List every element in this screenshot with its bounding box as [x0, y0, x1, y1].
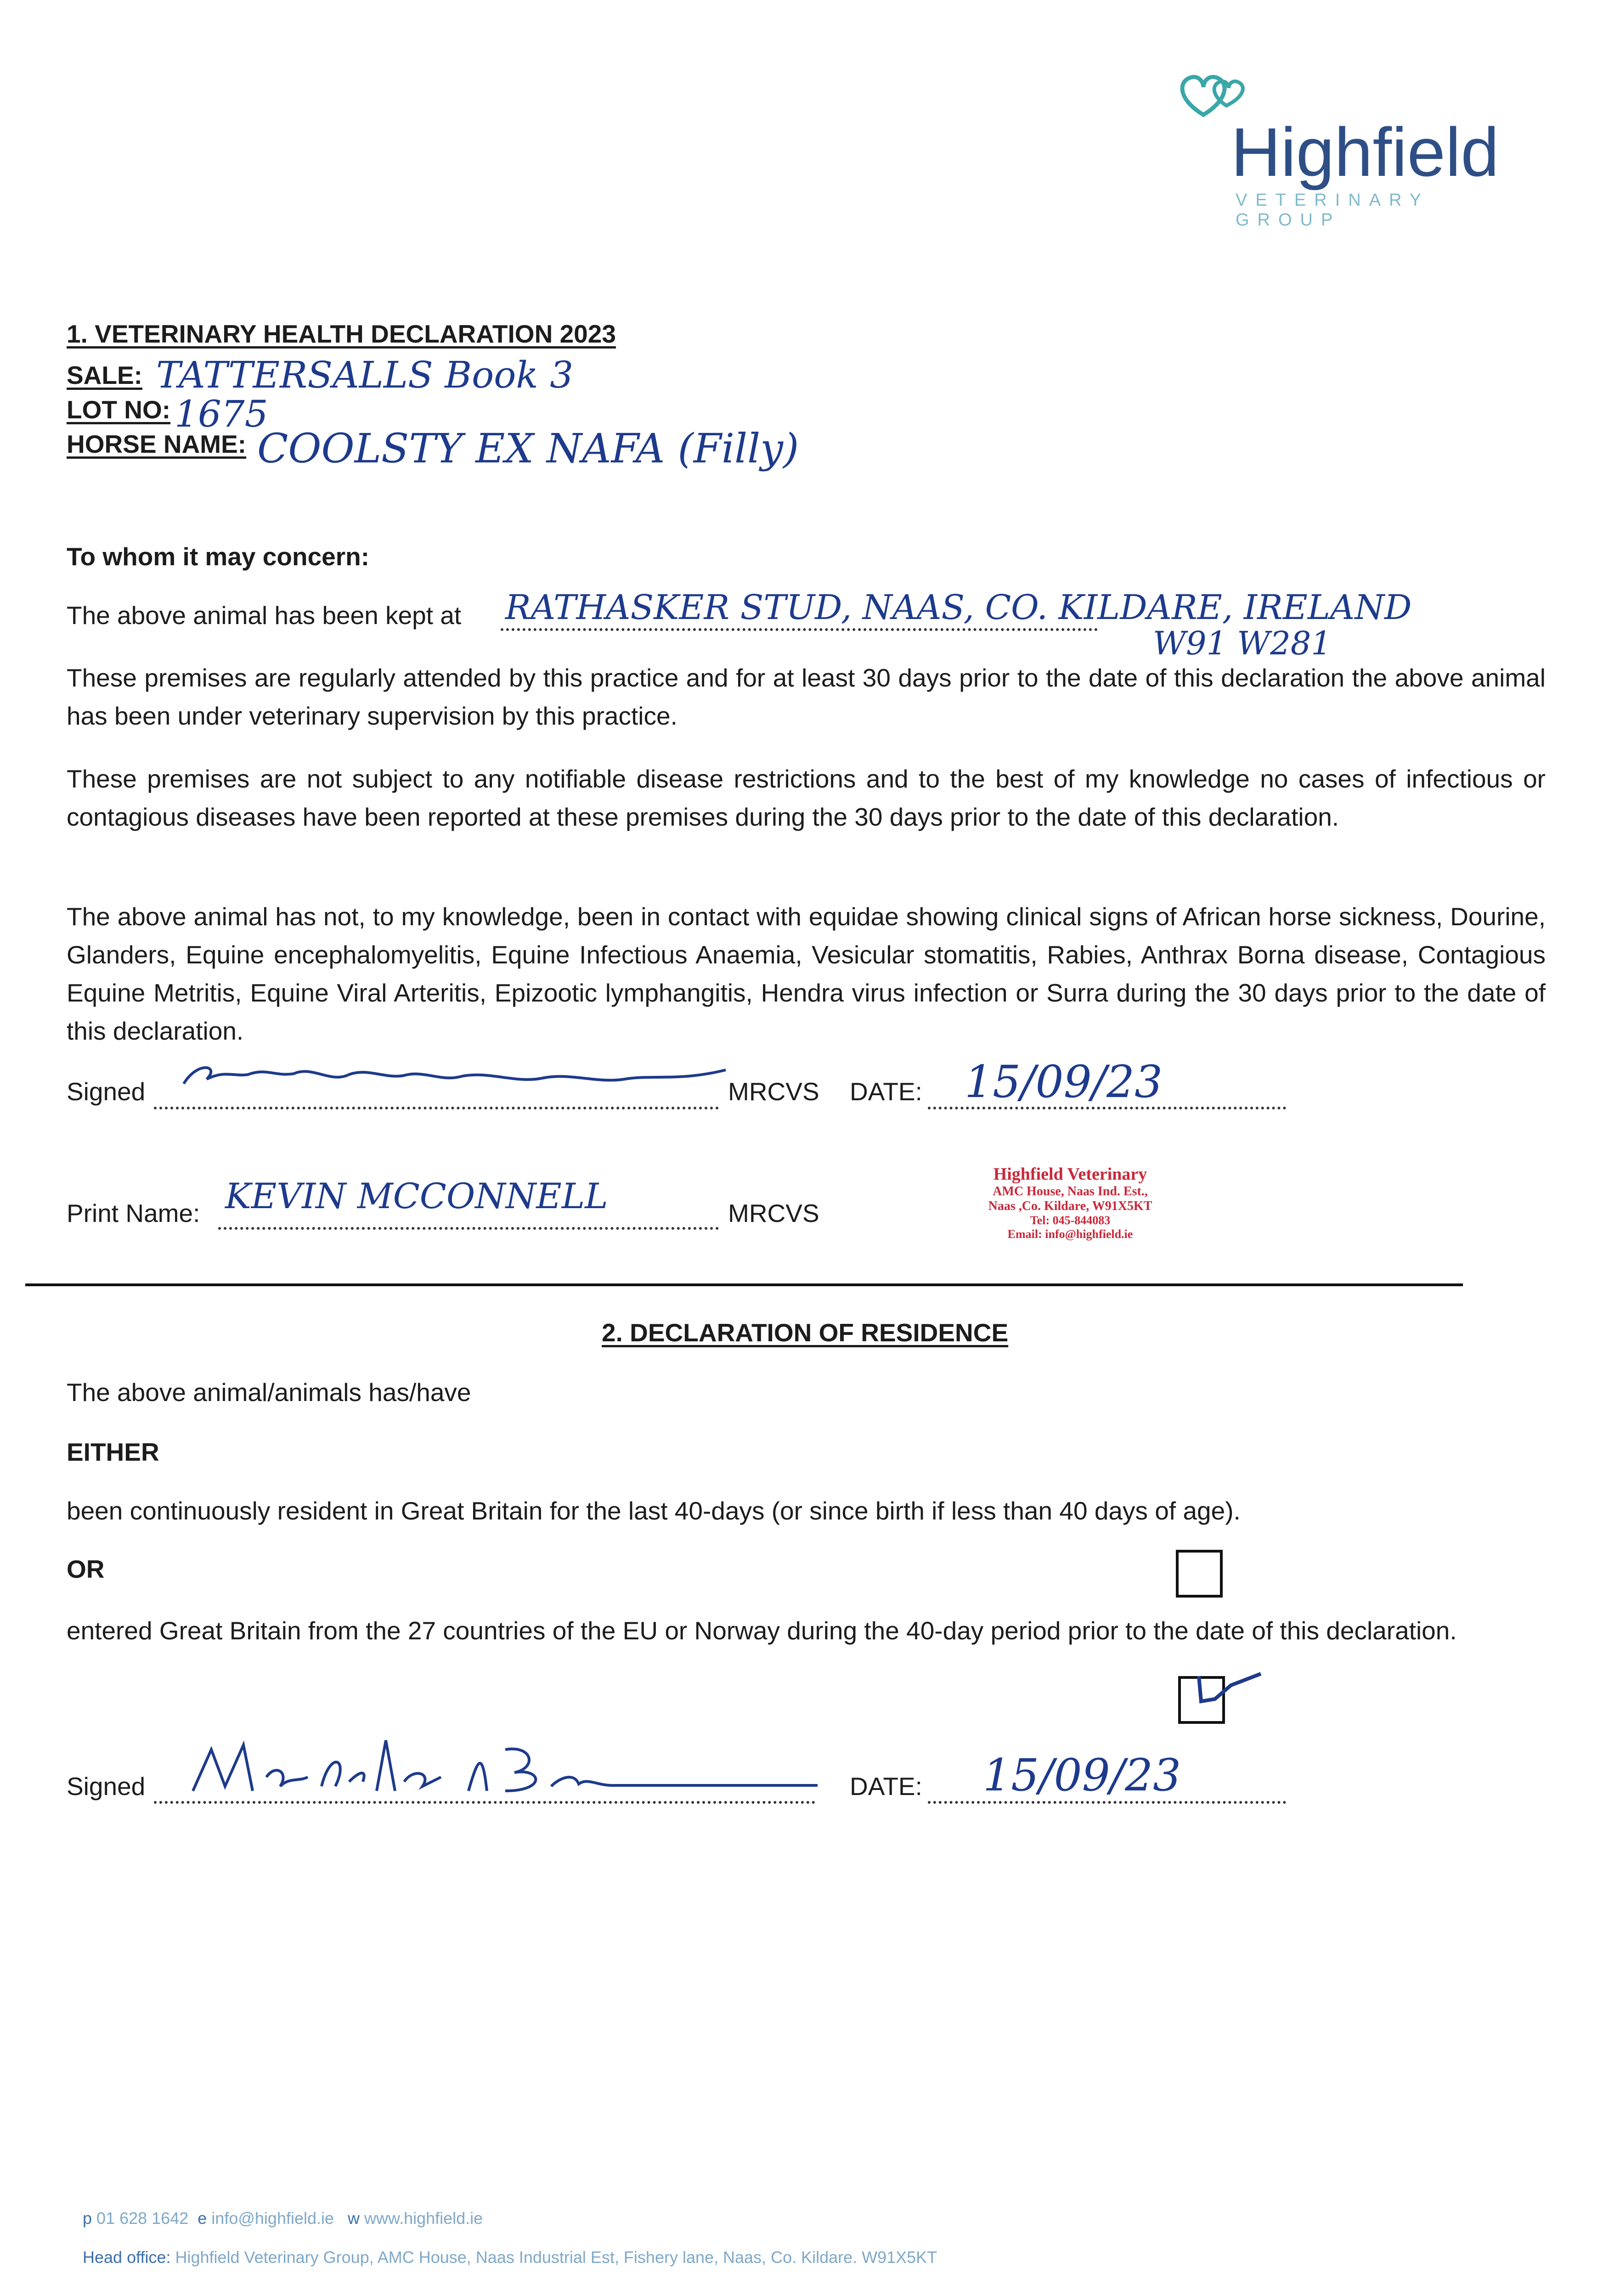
- practice-stamp: [960, 1164, 1180, 1241]
- paragraph-supervision: These premises are regularly attended by this practice and for at least 30 days prior to the date of this declaration the above animal has been under veterinary supervision by this practice.: [67, 664, 1546, 730]
- logo: [1176, 69, 1543, 230]
- web-prefix: w: [348, 2209, 360, 2228]
- date-label-2: DATE:: [850, 1772, 922, 1801]
- sale-label: SALE:: [67, 361, 142, 389]
- checkmark-icon: [1187, 1667, 1265, 1713]
- logo-wordmark: Highfield: [1231, 113, 1499, 191]
- footer-address: [83, 2248, 937, 2267]
- stamp-line-2: AMC House, Naas Ind. Est.,: [993, 1184, 1148, 1199]
- stamp-line-3: Naas ,Co. Kildare, W91X5KT: [988, 1199, 1152, 1213]
- footer-web: www.highfield.ie: [364, 2209, 483, 2228]
- stamp-line-4: Tel: 045-844083: [1030, 1214, 1111, 1227]
- lot-value: 1675: [175, 393, 268, 435]
- paragraph-no-restrictions: These premises are not subject to any notifiable disease restrictions and to the best of my knowledge no cases of infectious or contagious diseases have been reported at these premises during the 30 days prior to the date of this declaration.: [67, 765, 1546, 831]
- date-value-1: 15/09/23: [965, 1056, 1163, 1108]
- email-prefix: e: [198, 2209, 207, 2228]
- eircode-value: W91 W281: [1153, 625, 1332, 662]
- option1-checkbox[interactable]: [1176, 1550, 1223, 1598]
- residence-intro: The above animal/animals has/have: [67, 1378, 471, 1407]
- horse-name-value: COOLSTY EX NAFA (Filly): [257, 425, 799, 472]
- option2-text: entered Great Britain from the 27 countries of the EU or Norway during the 40-day period prior to the date of this declaration.: [67, 1616, 1457, 1645]
- logo-tagline: VETERINARY GROUP: [1236, 191, 1429, 230]
- vet-signature: [156, 1052, 744, 1107]
- or-label: OR: [67, 1555, 105, 1583]
- signed-label: Signed: [67, 1077, 146, 1106]
- head-office-address: Highfield Veterinary Group, AMC House, Naas Industrial Est, Fishery lane, Naas, Co. Kildare. W91X5KT: [175, 2248, 937, 2267]
- mrcvs-label-2: MRCVS: [728, 1199, 819, 1227]
- paragraph-no-contact: The above animal has not, to my knowledge, been in contact with equidae showing clinical signs of African horse sickness, Dourine, Glanders, Equine encephalomyelitis, Equine Infectious Anaemia, Vesicular stomatitis, Rabies, Anthrax Borna disease, Contagious Equine Metritis, Equine Viral Arteritis, Epizootic lymphangitis, Hendra virus infection or Surra during the 30 days prior to the date of this declaration.: [67, 902, 1546, 1045]
- stamp-line-5: Email: info@highfield.ie: [1007, 1227, 1133, 1241]
- sale-value: TATTERSALLS Book 3: [156, 354, 574, 396]
- section1-title: 1. VETERINARY HEALTH DECLARATION 2023: [67, 320, 616, 348]
- date-value-2: 15/09/23: [983, 1750, 1181, 1801]
- either-label: EITHER: [67, 1438, 159, 1466]
- kept-at-value: RATHASKER STUD, NAAS, CO. KILDARE, IRELAND: [505, 588, 1412, 627]
- lot-label: LOT NO:: [67, 395, 171, 424]
- stamp-line-1: Highfield Veterinary: [993, 1165, 1147, 1184]
- footer-contact: [83, 2209, 483, 2228]
- owner-signature: [184, 1731, 818, 1800]
- phone-prefix: p: [83, 2209, 92, 2228]
- section2-title: 2. DECLARATION OF RESIDENCE: [602, 1318, 1009, 1347]
- section-divider: [25, 1283, 1463, 1286]
- footer-email: info@highfield.ie: [211, 2209, 334, 2228]
- signed-label-2: Signed: [67, 1772, 146, 1801]
- footer-phone: 01 628 1642: [96, 2209, 189, 2228]
- mrcvs-label-1: MRCVS: [728, 1077, 819, 1106]
- horse-name-label: HORSE NAME:: [67, 430, 247, 458]
- option1-text: been continuously resident in Great Britain for the last 40-days (or since birth if less than 40 days of age).: [67, 1497, 1241, 1525]
- print-name-dotline: [218, 1221, 719, 1230]
- greeting: To whom it may concern:: [67, 542, 370, 571]
- print-name-label: Print Name:: [67, 1199, 200, 1227]
- head-office-label: Head office:: [83, 2248, 171, 2267]
- date-label-1: DATE:: [850, 1077, 922, 1106]
- kept-at-label: The above animal has been kept at: [67, 601, 462, 630]
- print-name-value: KEVIN MCCONNELL: [225, 1176, 608, 1216]
